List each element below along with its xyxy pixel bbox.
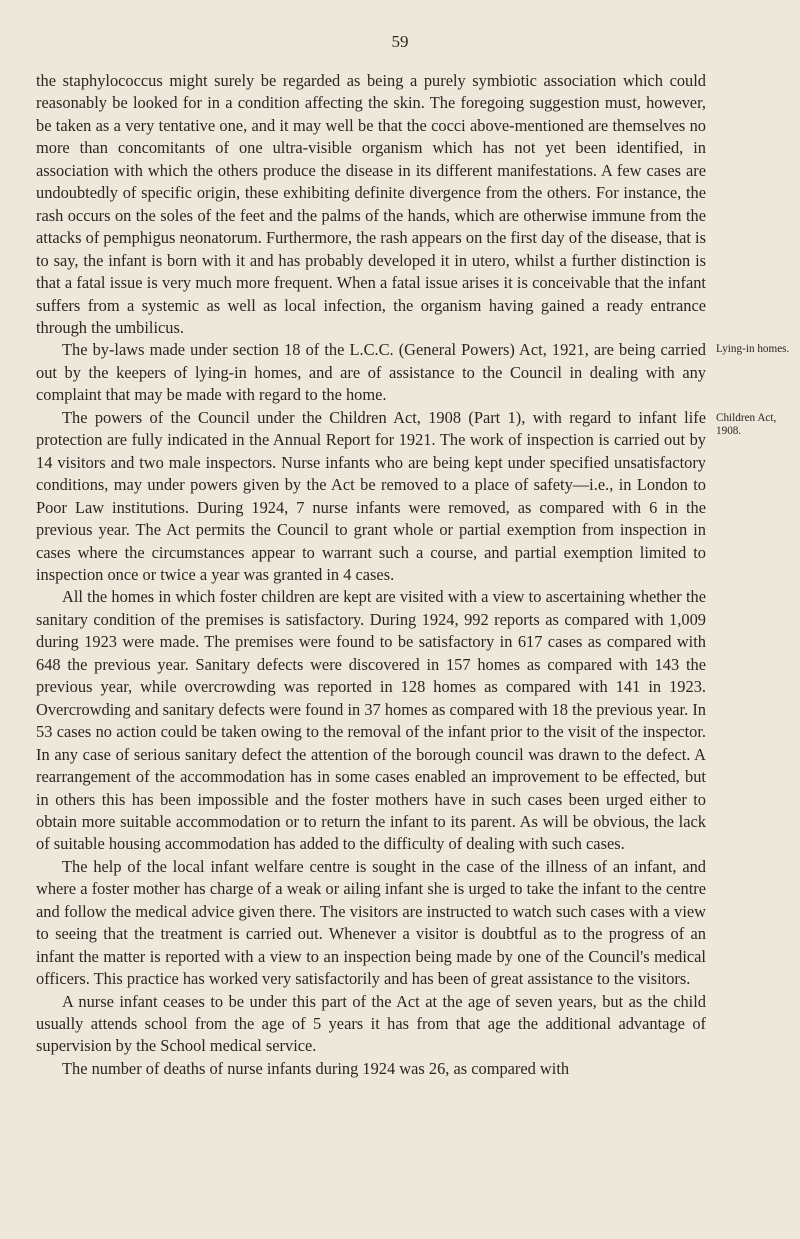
margin-note-children-act: Children Act, 1908. — [716, 412, 777, 437]
paragraph-children-act: The powers of the Council under the Children Act, 1908 (Part 1), with regard to infant life protection are fully indicated in the Annual Report for 1921. The work of inspection is carried out by 14 visitors and two male inspectors. Nurse infants who are being kept under specified unsatisfactory conditions, may under powers given by the Act be removed to a place of safety—i.e., in London to Poor Law institutions. During 1924, 7 nurse infants were removed, as compared with 6 in the previous year. The Act permits the Council to grant whole or partial exemption from inspection in cases where the circumstances appear to warrant such a course, and partial exemption limited to inspection once or twice a year was granted in 4 cases. — [36, 407, 706, 584]
paragraph-age-limit: A nurse infant ceases to be under this part of the Act at the age of seven years, but as the child usually attends school from the age of 5 years it has from that age the additional advantage of supervision by the School medical service. — [36, 991, 706, 1056]
body-text — [36, 70, 706, 1080]
paragraph-infant-welfare-centre: The help of the local infant welfare centre is sought in the case of the illness of an infant, and where a foster mother has charge of a weak or ailing infant she is urged to take the infant to the centre and follow the medical advice given there. The visitors are instructed to watch such cases with a view to seeing that the treatment is carried out. Whenever a visitor is doubtful as to the progress of an infant the matter is reported with a view to an inspection being made by one of the Council's medical officers. This practice has worked very satisfactorily and has been of great assistance to the visitors. — [36, 856, 706, 989]
paragraph-pemphigus-continued: the staphylococcus might surely be regarded as being a purely symbiotic association which could reasonably be looked for in a condition affecting the skin. The foregoing suggestion must, however, be taken as a very tentative one, and it may well be that the cocci above-mentioned are themselves no more than concomitants of one ultra-visible organism which has not yet been identified, in association with which the others produce the disease in its different manifestations. A few cases are undoubtedly of specific origin, these exhibiting definite divergence from the others. For instance, the rash occurs on the soles of the feet and the palms of the hands, which are otherwise immune from the attacks of pemphigus neonatorum. Furthermore, the rash appears on the first day of the disease, that is to say, the infant is born with it and has probably developed it in utero, whilst a further distinction is that a fatal issue is very much more frequent. When a fatal issue arises it is conceivable that the infant suffers from a systemic as well as local infection, the organism having gained a ready entrance through the umbilicus. — [36, 71, 706, 337]
page-number: 59 — [391, 32, 409, 51]
paragraph-lying-in-homes: The by-laws made under section 18 of the L.C.C. (General Powers) Act, 1921, are being carried out by the keepers of lying-in homes, and are of assistance to the Council in dealing with any complaint that may be made with regard to the home. — [36, 340, 706, 405]
paragraph-deaths: The number of deaths of nurse infants during 1924 was 26, as compared with — [62, 1058, 570, 1078]
margin-note-lying-in-homes: Lying-in homes. — [716, 343, 790, 355]
paragraph-foster-homes-inspection: All the homes in which foster children are kept are visited with a view to ascertaining whether the sanitary condition of the premises is satisfactory. During 1924, 992 reports as compared with 1,009 during 1923 were made. The premises were found to be satisfactory in 617 cases as compared with 648 the previous year. Sanitary defects were discovered in 157 homes as compared with 143 the previous year, while overcrowding was reported in 128 homes as compared with 141 in 1923. Overcrowding and sanitary defects were found in 37 homes as compared with 18 the previous year. In 53 cases no action could be taken owing to the removal of the infant prior to the visit of the inspector. In any case of serious sanitary defect the attention of the borough council was drawn to the defect. A rearrangement of the accommodation has in some cases enabled an improvement to be effected, but in others this has been impossible and the foster mothers have in such cases been urged either to obtain more suitable accommodation or to return the infant to its parent. As will be obvious, the lack of suitable housing accommodation has added to the difficulty of dealing with such cases. — [36, 587, 706, 854]
